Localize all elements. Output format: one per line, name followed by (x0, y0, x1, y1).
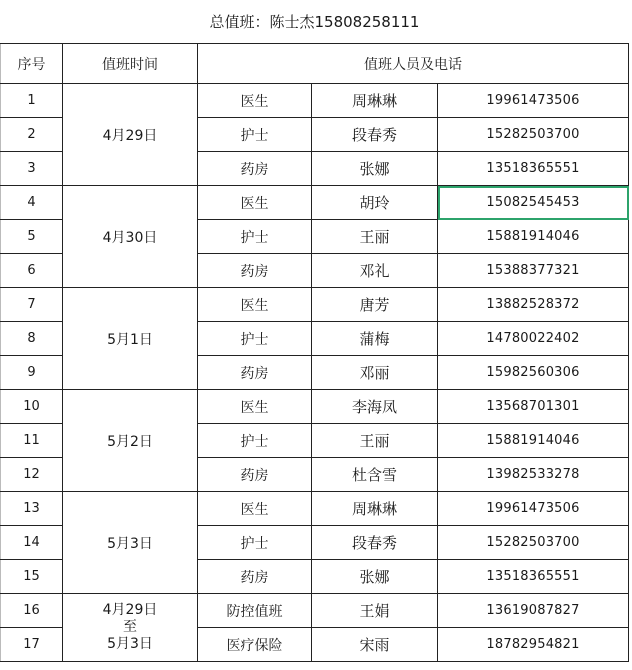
cell-role[interactable]: 护士 (198, 526, 312, 560)
date-range-start: 4月29日 (102, 602, 158, 618)
cell-name[interactable]: 王娟 (312, 594, 438, 628)
cell-no[interactable]: 2 (1, 118, 63, 152)
cell-no[interactable]: 1 (1, 84, 63, 118)
cell-no[interactable]: 13 (1, 492, 63, 526)
cell-phone[interactable]: 19961473506 (438, 492, 629, 526)
cell-name[interactable]: 张娜 (312, 560, 438, 594)
cell-name[interactable]: 王丽 (312, 220, 438, 254)
date-range-stack (63, 602, 197, 653)
cell-no[interactable]: 6 (1, 254, 63, 288)
date-range-end: 5月3日 (107, 636, 153, 652)
cell-phone[interactable]: 13568701301 (438, 390, 629, 424)
cell-no[interactable]: 14 (1, 526, 63, 560)
cell-phone[interactable]: 18782954821 (438, 628, 629, 662)
cell-name[interactable]: 胡玲 (312, 186, 438, 220)
cell-name[interactable]: 宋雨 (312, 628, 438, 662)
cell-duty-date[interactable]: 5月2日 (63, 390, 198, 492)
cell-role[interactable]: 药房 (198, 254, 312, 288)
cell-phone[interactable]: 13982533278 (438, 458, 629, 492)
cell-no[interactable]: 8 (1, 322, 63, 356)
cell-no[interactable]: 16 (1, 594, 63, 628)
cell-phone[interactable]: 15881914046 (438, 220, 629, 254)
sheet-title[interactable]: 总值班：陈士杰15808258111 (1, 0, 629, 44)
cell-name[interactable]: 段春秀 (312, 526, 438, 560)
cell-phone[interactable]: 15282503700 (438, 526, 629, 560)
cell-no[interactable]: 4 (1, 186, 63, 220)
cell-phone[interactable]: 15282503700 (438, 118, 629, 152)
cell-no[interactable]: 12 (1, 458, 63, 492)
cell-name[interactable]: 周琳琳 (312, 492, 438, 526)
cell-role[interactable]: 药房 (198, 356, 312, 390)
cell-phone[interactable]: 15881914046 (438, 424, 629, 458)
cell-role[interactable]: 药房 (198, 560, 312, 594)
date-range-to: 至 (123, 619, 137, 635)
cell-role[interactable]: 药房 (198, 152, 312, 186)
cell-role[interactable]: 医生 (198, 288, 312, 322)
cell-phone[interactable]: 13518365551 (438, 560, 629, 594)
cell-no[interactable]: 3 (1, 152, 63, 186)
cell-name[interactable]: 李海凤 (312, 390, 438, 424)
cell-role[interactable]: 医疗保险 (198, 628, 312, 662)
cell-phone-selected[interactable]: 15082545453 (438, 186, 629, 220)
cell-role[interactable]: 药房 (198, 458, 312, 492)
cell-duty-date[interactable]: 4月30日 (63, 186, 198, 288)
cell-name[interactable]: 唐芳 (312, 288, 438, 322)
cell-role[interactable]: 医生 (198, 84, 312, 118)
cell-name[interactable]: 段春秀 (312, 118, 438, 152)
cell-duty-date[interactable]: 4月29日 (63, 84, 198, 186)
cell-role[interactable]: 医生 (198, 390, 312, 424)
cell-role[interactable]: 医生 (198, 492, 312, 526)
cell-role[interactable]: 防控值班 (198, 594, 312, 628)
header-no[interactable]: 序号 (1, 44, 63, 84)
cell-name[interactable]: 邓礼 (312, 254, 438, 288)
cell-name[interactable]: 王丽 (312, 424, 438, 458)
cell-phone[interactable]: 15982560306 (438, 356, 629, 390)
cell-phone[interactable]: 13518365551 (438, 152, 629, 186)
cell-no[interactable]: 7 (1, 288, 63, 322)
cell-role[interactable]: 护士 (198, 220, 312, 254)
cell-no[interactable]: 10 (1, 390, 63, 424)
cell-phone[interactable]: 13882528372 (438, 288, 629, 322)
cell-phone[interactable]: 13619087827 (438, 594, 629, 628)
cell-name[interactable]: 张娜 (312, 152, 438, 186)
cell-no[interactable]: 17 (1, 628, 63, 662)
cell-no[interactable]: 11 (1, 424, 63, 458)
cell-no[interactable]: 15 (1, 560, 63, 594)
header-duty-staff[interactable]: 值班人员及电话 (198, 44, 629, 84)
cell-duty-date[interactable]: 5月1日 (63, 288, 198, 390)
cell-role[interactable]: 护士 (198, 118, 312, 152)
header-duty-time[interactable]: 值班时间 (63, 44, 198, 84)
cell-role[interactable]: 医生 (198, 186, 312, 220)
cell-name[interactable]: 蒲梅 (312, 322, 438, 356)
cell-no[interactable]: 9 (1, 356, 63, 390)
cell-phone[interactable]: 14780022402 (438, 322, 629, 356)
cell-name[interactable]: 杜含雪 (312, 458, 438, 492)
cell-phone[interactable]: 15388377321 (438, 254, 629, 288)
cell-phone[interactable]: 19961473506 (438, 84, 629, 118)
cell-duty-date-range[interactable] (63, 594, 198, 662)
cell-name[interactable]: 邓丽 (312, 356, 438, 390)
cell-name[interactable]: 周琳琳 (312, 84, 438, 118)
cell-no[interactable]: 5 (1, 220, 63, 254)
cell-role[interactable]: 护士 (198, 424, 312, 458)
cell-role[interactable]: 护士 (198, 322, 312, 356)
cell-duty-date[interactable]: 5月3日 (63, 492, 198, 594)
